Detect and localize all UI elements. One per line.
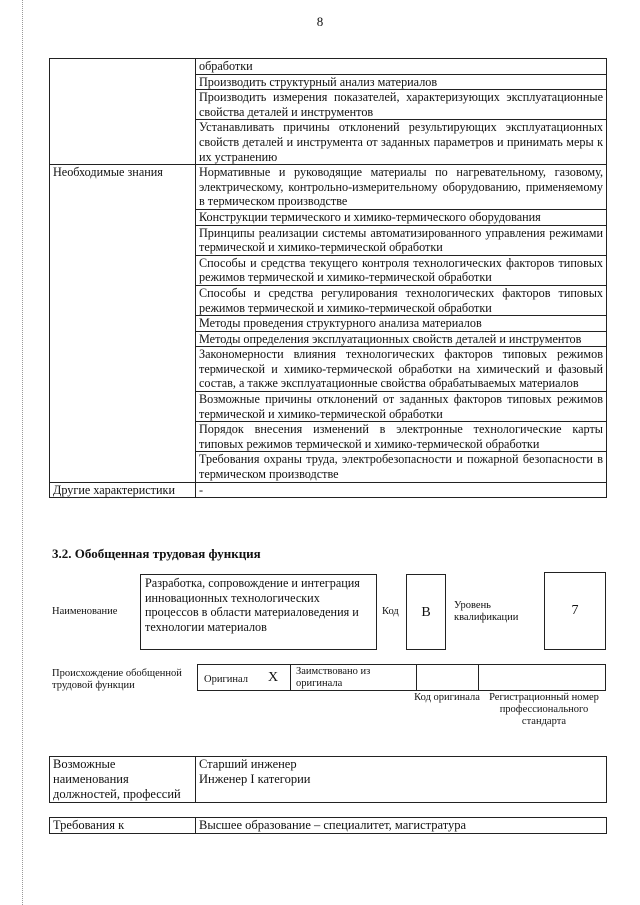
knowledge-cell: Способы и средства регулирования технологических факторов типовых режимов термической и химико-термической обработки (196, 285, 607, 315)
code-original-caption: Код оригинала (414, 692, 480, 703)
code-label: Код (382, 606, 399, 617)
knowledge-table (49, 58, 607, 498)
other-characteristics-value: - (196, 482, 607, 498)
page-number: 8 (316, 14, 324, 29)
table-row (50, 482, 607, 498)
positions-value-cell (196, 757, 607, 803)
registration-number-box (478, 664, 606, 691)
knowledge-cell: Требования охраны труда, электробезопасности и пожарной безопасности в термическом производстве (196, 452, 607, 482)
knowledge-cell: Нормативные и руководящие материалы по нагревательному, газовому, электрическому, контрольно-измерительному оборудованию, применяемому в термическом производстве (196, 165, 607, 210)
borrowed-box (290, 664, 417, 691)
original-label: Оригинал (204, 674, 248, 685)
function-name-box (140, 574, 377, 650)
name-label: Наименование (52, 606, 118, 617)
knowledge-cell: Возможные причины отклонений от заданных факторов типовых режимов термической и химико-термической обработки (196, 392, 607, 422)
requirements-value: Высшее образование – специалитет, магистратура (196, 818, 607, 834)
skill-cell: Производить измерения показателей, характеризующих эксплуатационные свойства деталей и инструментов (196, 90, 607, 120)
code-value: B (421, 605, 431, 620)
knowledge-cell: Порядок внесения изменений в электронные технологические карты типовых режимов термической и химико-термической обработки (196, 422, 607, 452)
original-box (197, 664, 291, 691)
knowledge-cell: Методы определения эксплуатационных свойств деталей и инструментов (196, 331, 607, 347)
code-original-box (416, 664, 479, 691)
knowledge-cell: Конструкции термического и химико-термического оборудования (196, 209, 607, 225)
positions-table (49, 756, 607, 803)
skill-cell: Устанавливать причины отклонений результирующих эксплуатационных свойств деталей и инструмента от заданных параметров и принимать меры к их устранению (196, 120, 607, 165)
requirements-table (49, 817, 607, 834)
qualification-level-value: 7 (571, 603, 579, 618)
skill-cell: Производить структурный анализ материалов (196, 74, 607, 90)
requirements-label: Требования к (50, 818, 196, 834)
position-item: Старший инженер (199, 757, 297, 771)
knowledge-cell: Способы и средства текущего контроля технологических факторов типовых режимов термической и химико-термической обработки (196, 255, 607, 285)
qualification-level-label: Уровень квалификации (454, 600, 519, 623)
table-row (50, 818, 607, 834)
positions-label: Возможные наименования должностей, профессий (50, 757, 196, 803)
section-title: 3.2. Обобщенная трудовая функция (52, 546, 261, 561)
table-row (50, 59, 607, 75)
knowledge-cell: Принципы реализации системы автоматизированного управления режимами термической и химико-термической обработки (196, 225, 607, 255)
original-mark: X (268, 670, 279, 685)
other-characteristics-label: Другие характеристики (50, 482, 196, 498)
qualification-level-box (544, 572, 606, 650)
knowledge-cell: Закономерности влияния технологических факторов типовых режимов термической и химико-термической обработки на химический и фазовый состав, а также эксплуатационные свойства обрабатываемых материалов (196, 347, 607, 392)
code-box (406, 574, 446, 650)
knowledge-cell: Методы проведения структурного анализа материалов (196, 316, 607, 332)
table-row (50, 165, 607, 210)
origin-label: Происхождение обобщенной трудовой функции (52, 668, 182, 691)
skill-cell: обработки (196, 59, 607, 75)
knowledge-label: Необходимые знания (50, 165, 196, 482)
position-item: Инженер I категории (199, 772, 311, 786)
table-row (50, 757, 607, 803)
borrowed-label: Заимствовано из оригинала (296, 666, 371, 689)
margin-dotted-line (22, 0, 23, 905)
function-name-value: Разработка, сопровождение и интеграция инновационных технологических процессов в области материаловедения и технологии материалов (145, 576, 360, 634)
skills-label-cell (50, 59, 196, 165)
registration-number-caption: Регистрационный номер профессионального стандарта (489, 692, 599, 727)
